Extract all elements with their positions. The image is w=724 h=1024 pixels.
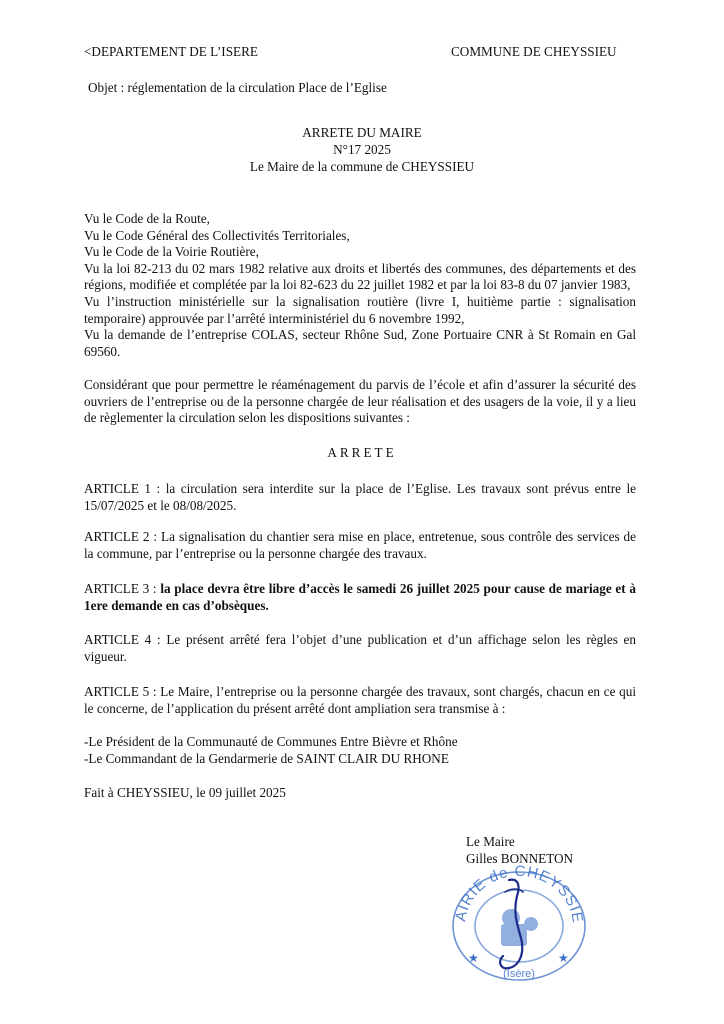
commune-header: COMMUNE DE CHEYSSIEU [451, 44, 617, 59]
signatory-name: Gilles BONNETON [466, 851, 574, 866]
stamp-bottom-text: (Isère) [503, 968, 535, 980]
visa-item: Vu le Code de la Route, [84, 211, 210, 226]
article-3-text: la place devra être libre d’accès le samedi 26 juillet 2025 pour cause de mariage et à 1ere demande en cas d’obsèques. [84, 581, 636, 613]
svg-text:★: ★ [558, 951, 569, 965]
considerant-paragraph: Considérant que pour permettre le réaménagement du parvis de l’école et afin d’assurer la sécurité des ouvriers de l’entreprise ou de la personne chargée de leur réalisation et des usagers de la voie, il y a lieu de règlementer la circulation selon les dispositions suivantes : [84, 377, 636, 426]
subject-line: Objet : réglementation de la circulation Place de l’Eglise [88, 80, 387, 95]
decree-number: N°17 2025 [333, 142, 391, 157]
visa-item: Vu le Code Général des Collectivités Territoriales, [84, 227, 350, 243]
article-1: ARTICLE 1 : la circulation sera interdite sur la place de l’Eglise. Les travaux sont prévus entre le 15/07/2025 et le 08/08/2025. [84, 481, 636, 513]
stamp-ring-text: AIRIE de CHEYSSIE [452, 862, 587, 925]
svg-text:★: ★ [468, 951, 479, 965]
visa-item: Vu l’instruction ministérielle sur la signalisation routière (livre I, huitième partie : signalisation temporaire) approuvée par l’arrêté interministériel du 6 novembre 1992, [84, 293, 636, 326]
mayor-heading: Le Maire de la commune de CHEYSSIEU [249, 159, 475, 174]
decree-title: ARRETE DU MAIRE [302, 125, 422, 140]
article-2: ARTICLE 2 : La signalisation du chantier sera mise en place, entretenue, sous contrôle des services de la commune, par l’entreprise ou la personne chargée des travaux. [84, 529, 636, 561]
article-3 [84, 581, 636, 614]
official-stamp [447, 862, 591, 982]
visa-item: Vu la loi 82-213 du 02 mars 1982 relative aux droits et libertés des communes, des départements et des régions, modifiée et complétée par la loi 82-623 du 22 juillet 1982 et par la loi 83-8 du 07 janvier 1983, [84, 260, 636, 293]
visa-item: Vu le Code de la Voirie Routière, [84, 244, 259, 260]
signature-place-date: Fait à CHEYSSIEU, le 09 juillet 2025 [84, 785, 286, 800]
arrete-heading: ARRETE [327, 445, 397, 460]
article-5: ARTICLE 5 : Le Maire, l’entreprise ou la personne chargée des travaux, sont chargés, chacun en ce qui le concerne, de l’application du présent arrêté dont ampliation sera transmise à : [84, 684, 636, 716]
article-3-label: ARTICLE 3 : [84, 581, 161, 596]
signatory-role: Le Maire [466, 834, 515, 849]
recipient-item: -Le Commandant de la Gendarmerie de SAINT CLAIR DU RHONE [84, 751, 449, 766]
visas-block [84, 211, 636, 360]
recipient-item: -Le Président de la Communauté de Communes Entre Bièvre et Rhône [84, 734, 458, 749]
visa-item: Vu la demande de l’entreprise COLAS, secteur Rhône Sud, Zone Portuaire CNR à St Romain en Gal 69560. [84, 327, 636, 359]
article-4: ARTICLE 4 : Le présent arrêté fera l’objet d’une publication et d’un affichage selon les règles en vigueur. [84, 632, 636, 664]
department-header: <DEPARTEMENT DE L’ISERE [84, 44, 258, 59]
